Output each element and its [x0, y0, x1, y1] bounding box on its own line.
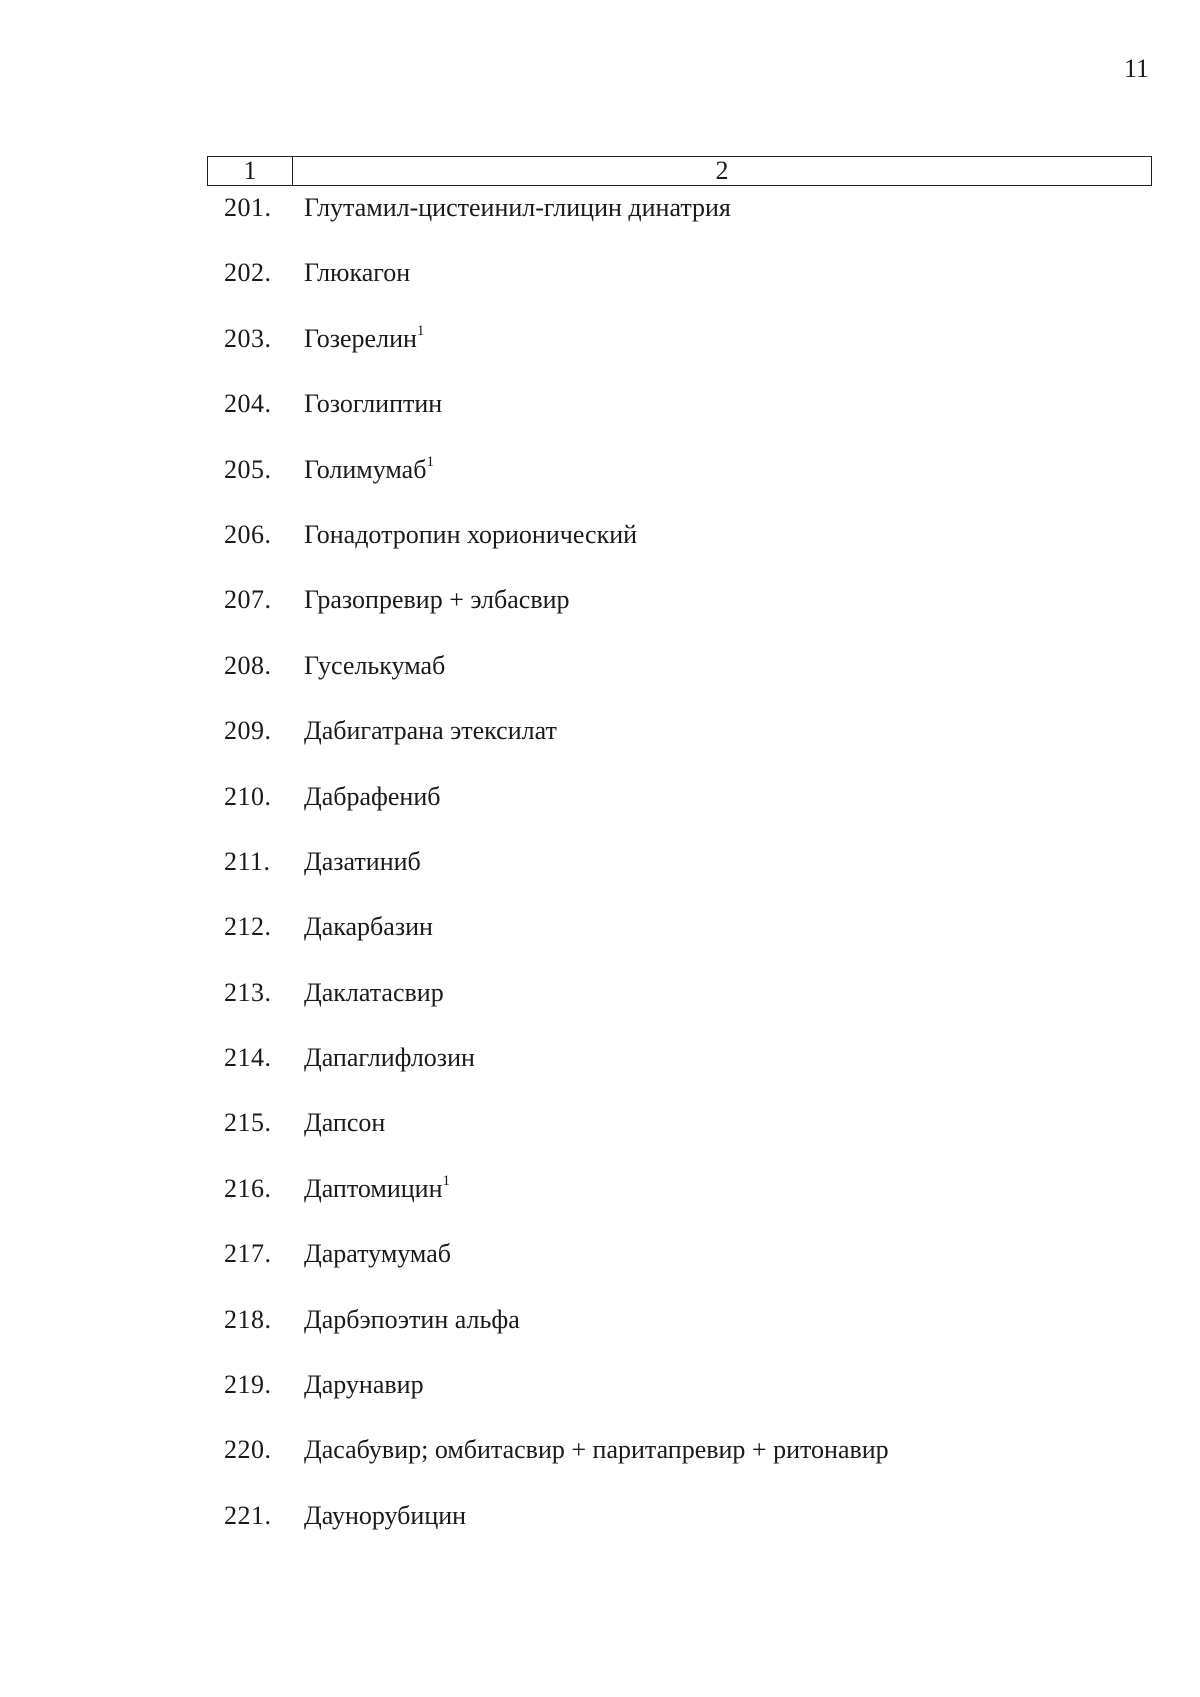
table-row — [0, 384, 1200, 449]
drug-name-text: Глюкагон — [304, 258, 411, 288]
table-row — [0, 1496, 1200, 1561]
drug-name-text: Дабигатрана этексилат — [304, 716, 557, 746]
drug-name — [304, 1106, 385, 1140]
drug-name — [304, 191, 731, 225]
row-number: 210. — [224, 781, 272, 811]
drug-name-text: Дарунавир — [304, 1370, 424, 1400]
table-header-col-1: 1 — [208, 157, 293, 185]
table-header-col-2: 2 — [715, 156, 729, 185]
drug-name-text: Дазатиниб — [304, 846, 421, 876]
table-row — [0, 1234, 1200, 1299]
drug-name-text: Гуселькумаб — [304, 650, 446, 680]
drug-name-text: Глутамил-цистеинил-глицин динатрия — [304, 193, 731, 222]
row-number: 214. — [224, 1043, 272, 1073]
table-row — [0, 188, 1200, 253]
drug-name — [304, 1172, 450, 1206]
drug-name-text: Гозерелин — [304, 323, 417, 353]
drug-name-text: Дарбэпоэтин альфа — [304, 1304, 520, 1334]
table-row — [0, 1038, 1200, 1103]
row-number: 219. — [224, 1370, 272, 1400]
drug-name — [304, 1368, 424, 1402]
row-number: 215. — [224, 1108, 272, 1138]
table-header — [207, 156, 1152, 186]
table-row — [0, 1169, 1200, 1234]
drug-name — [304, 976, 444, 1010]
table-row — [0, 1300, 1200, 1365]
row-number: 216. — [224, 1173, 272, 1203]
row-number: 203. — [224, 323, 272, 353]
drug-name — [304, 453, 434, 487]
table-row — [0, 842, 1200, 907]
drug-name-text: Гонадотропин хорионический — [304, 519, 638, 549]
table-row — [0, 515, 1200, 580]
row-number: 211. — [224, 846, 271, 876]
drug-list — [0, 188, 1200, 1561]
drug-name — [304, 714, 557, 748]
drug-name — [304, 845, 421, 879]
row-number: 202. — [224, 258, 272, 288]
drug-name-text: Голимумаб — [304, 454, 427, 484]
drug-name — [304, 322, 424, 356]
table-row — [0, 1103, 1200, 1168]
row-number: 212. — [224, 912, 272, 942]
row-number: 218. — [224, 1304, 272, 1334]
footnote-marker: 1 — [426, 453, 434, 470]
drug-name-text: Дабрафениб — [304, 781, 441, 811]
row-number: 201. — [224, 193, 272, 222]
table-row — [0, 319, 1200, 384]
page-number: 11 — [1123, 54, 1149, 83]
row-number: 209. — [224, 716, 272, 746]
drug-name-text: Дапсон — [304, 1108, 386, 1138]
drug-name-text: Дапаглифлозин — [304, 1043, 475, 1073]
drug-name — [304, 1237, 451, 1271]
drug-name-text: Даптомицин — [304, 1173, 443, 1203]
row-number: 220. — [224, 1435, 272, 1465]
drug-name — [304, 649, 445, 683]
table-row — [0, 711, 1200, 776]
drug-name — [304, 518, 637, 552]
drug-name — [304, 256, 410, 290]
drug-name — [304, 1499, 466, 1533]
row-number: 221. — [224, 1500, 272, 1530]
table-row — [0, 1365, 1200, 1430]
drug-name — [304, 780, 441, 814]
table-row — [0, 646, 1200, 711]
drug-name — [304, 1433, 889, 1467]
row-number: 204. — [224, 389, 272, 419]
drug-name-text: Даклатасвир — [304, 977, 444, 1007]
table-row — [0, 777, 1200, 842]
row-number: 205. — [224, 454, 272, 484]
footnote-marker: 1 — [442, 1173, 450, 1190]
row-number: 206. — [224, 519, 272, 549]
drug-name-text: Даунорубицин — [304, 1500, 467, 1530]
table-row — [0, 253, 1200, 318]
row-number: 213. — [224, 977, 272, 1007]
table-row — [0, 580, 1200, 645]
drug-name — [304, 1041, 475, 1075]
table-row — [0, 973, 1200, 1038]
table-row — [0, 450, 1200, 515]
table-row — [0, 907, 1200, 972]
drug-name — [304, 387, 442, 421]
row-number: 208. — [224, 650, 272, 680]
row-number: 207. — [224, 585, 272, 615]
drug-name-text: Даратумумаб — [304, 1239, 451, 1269]
drug-name — [304, 583, 570, 617]
drug-name-text: Гразопревир + элбасвир — [304, 585, 570, 615]
drug-name-text: Дасабувир; омбитасвир + паритапревир + ритонавир — [304, 1435, 889, 1465]
drug-name-text: Гозоглиптин — [304, 389, 443, 419]
drug-name — [304, 1303, 520, 1337]
footnote-marker: 1 — [416, 323, 425, 340]
drug-name — [304, 910, 433, 944]
drug-name-text: Дакарбазин — [304, 912, 433, 942]
table-row — [0, 1430, 1200, 1495]
row-number: 217. — [224, 1239, 272, 1269]
